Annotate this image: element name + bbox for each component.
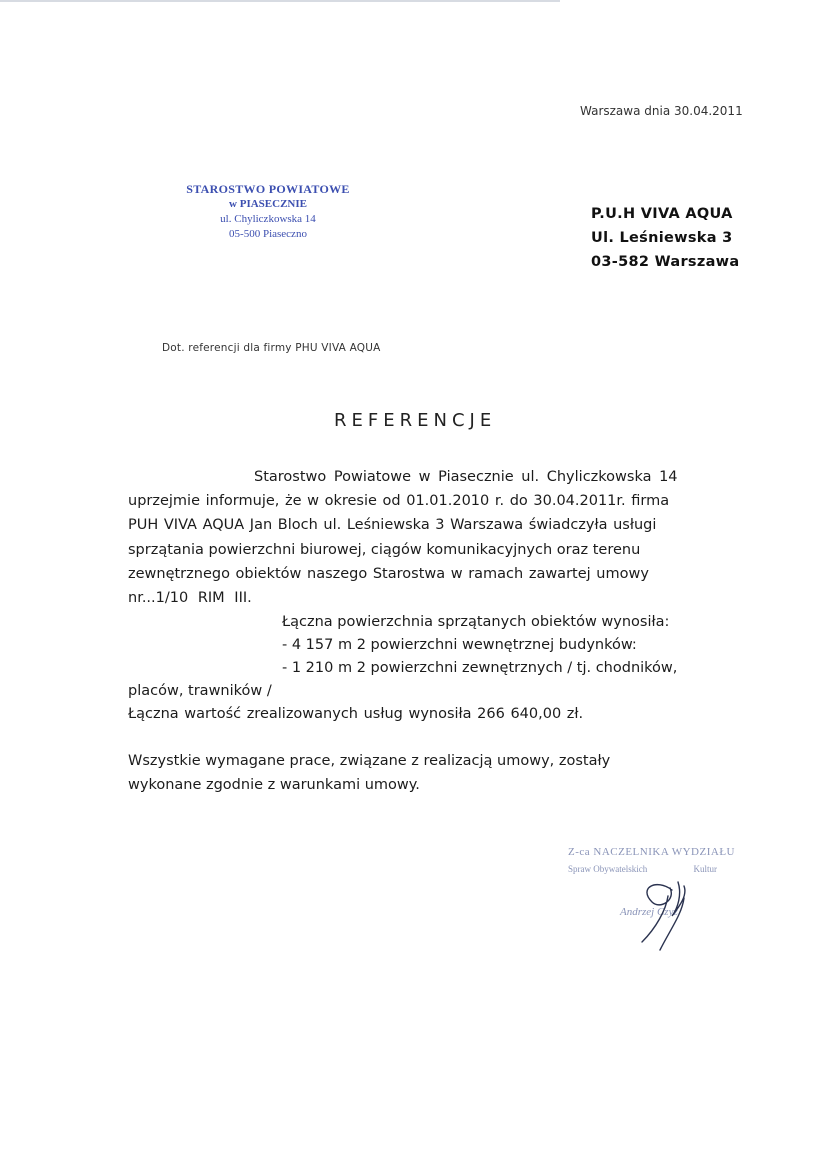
- body-line: uprzejmie informuje, że w okresie od 01.01.2010 r. do 30.04.2011r. firma: [128, 493, 670, 509]
- stamp-line-3: ul. Chyliczkowska 14: [220, 213, 316, 225]
- signature-stamp-dept-end: Kultur: [693, 864, 717, 874]
- body-line: nr...1/10 RIM III.: [128, 590, 252, 606]
- handwritten-signature: [560, 838, 770, 958]
- body-line: - 4 157 m 2 powierzchni wewnętrznej budynków:: [282, 637, 637, 653]
- letter-date: Warszawa dnia 30.04.2011: [580, 104, 743, 118]
- scan-edge-line: [0, 0, 560, 2]
- signature-stamp-name: Andrzej Czyż: [620, 906, 678, 918]
- body-line: Starostwo Powiatowe w Piasecznie ul. Chyliczkowska 14: [254, 469, 678, 485]
- body-line: PUH VIVA AQUA Jan Bloch ul. Leśniewska 3 Warszawa świadczyła usługi: [128, 517, 657, 533]
- closing-line: Wszystkie wymagane prace, związane z realizacją umowy, zostały: [128, 753, 611, 769]
- recipient-street: Ul. Leśniewska 3: [591, 230, 733, 246]
- sender-stamp: [168, 182, 368, 242]
- body-line: placów, trawników /: [128, 683, 272, 699]
- document-title: REFERENCJE: [334, 410, 497, 431]
- subject-line: Dot. referencji dla firmy PHU VIVA AQUA: [162, 342, 381, 354]
- body-line: - 1 210 m 2 powierzchni zewnętrznych / tj. chodników,: [282, 660, 678, 676]
- signature-stamp-title: Z-ca NACZELNIKA WYDZIAŁU: [568, 846, 735, 858]
- body-line: Łączna powierzchnia sprzątanych obiektów wynosiła:: [282, 614, 670, 630]
- stamp-line-4: 05-500 Piaseczno: [229, 228, 307, 240]
- recipient-city: 03-582 Warszawa: [591, 254, 740, 270]
- body-line: Łączna wartość zrealizowanych usług wynosiła 266 640,00 zł.: [128, 706, 584, 722]
- closing-line: wykonane zgodnie z warunkami umowy.: [128, 777, 420, 793]
- body-line: zewnętrznego obiektów naszego Starostwa w ramach zawartej umowy: [128, 566, 649, 582]
- recipient-name: P.U.H VIVA AQUA: [591, 206, 733, 222]
- signature-block: [560, 838, 770, 958]
- recipient-address: [591, 202, 739, 274]
- stamp-line-1: STAROSTWO POWIATOWE: [186, 182, 350, 196]
- body-line: sprzątania powierzchni biurowej, ciągów komunikacyjnych oraz terenu: [128, 542, 641, 558]
- signature-stamp-dept-start: Spraw Obywatelskich: [568, 864, 648, 874]
- stamp-line-2: w PIASECZNIE: [229, 198, 307, 210]
